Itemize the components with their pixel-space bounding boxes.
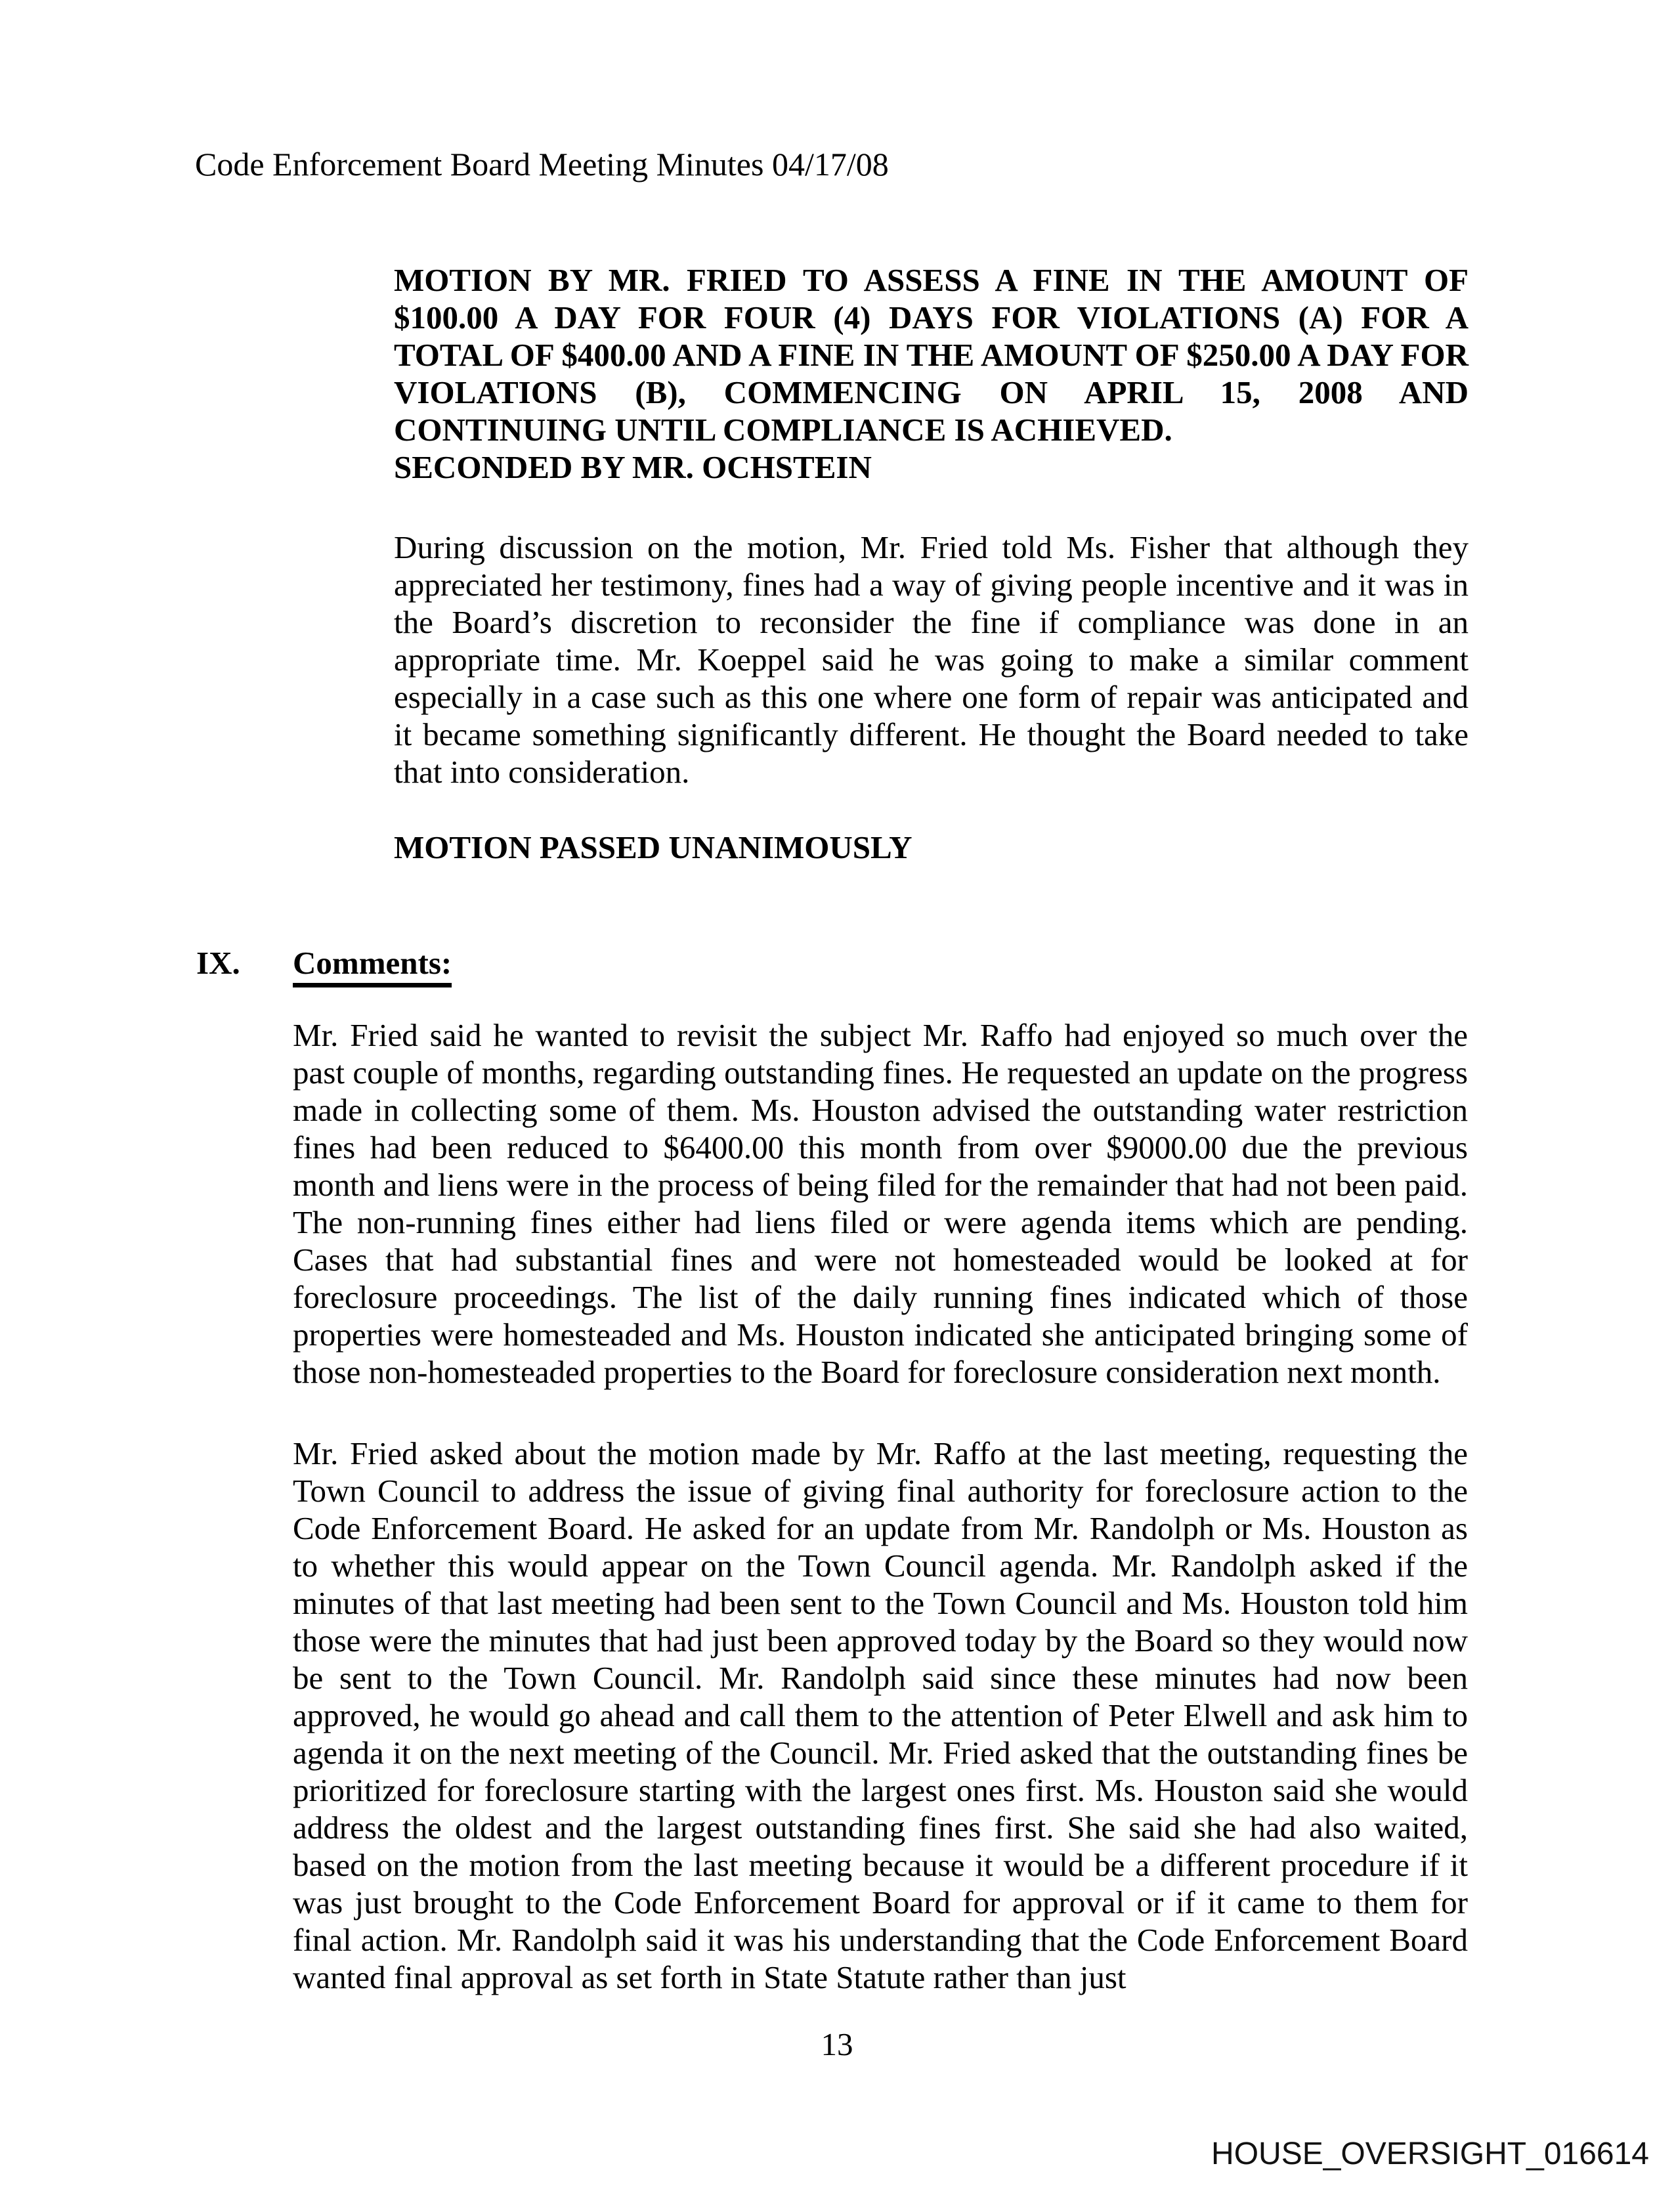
section-number: IX. — [196, 945, 240, 981]
motion-seconded: SECONDED BY MR. OCHSTEIN — [394, 449, 872, 485]
motion-result: MOTION PASSED UNANIMOUSLY — [394, 829, 912, 865]
motion-discussion-paragraph: During discussion on the motion, Mr. Fried told Ms. Fisher that although they appreciated her testimony, fines had a way of giving people incentive and it was in the Board’s discretion to reconsider the fine if compliance was done in an appropriate time. Mr. Koeppel said he was going to make a similar comment especially in a case such as this one where one form of repair was anticipated and it became something significantly different. He thought the Board needed to take that into consideration. — [394, 529, 1469, 790]
section-heading-comments — [293, 944, 452, 987]
page-number: 13 — [821, 2026, 853, 2062]
motion-text: MOTION BY MR. FRIED TO ASSESS A FINE IN THE AMOUNT OF $100.00 A DAY FOR FOUR (4) DAYS FOR VIOLATIONS (A) FOR A TOTAL OF $400.00 AND A FINE IN THE AMOUNT OF $250.00 A DAY FOR VIOLATIONS (B), COMMENCING ON APRIL 15, 2008 AND CONTINUING UNTIL COMPLIANCE IS ACHIEVED. — [394, 262, 1469, 448]
document-header: Code Enforcement Board Meeting Minutes 04/17/08 — [195, 146, 889, 183]
bates-stamp: HOUSE_OVERSIGHT_016614 — [1211, 2136, 1649, 2171]
comments-paragraph-2: Mr. Fried asked about the motion made by Mr. Raffo at the last meeting, requesting the Town Council to address the issue of giving final authority for foreclosure action to the Code Enforcement Board. He asked for an update from Mr. Randolph or Ms. Houston as to whether this would appear on the Town Council agenda. Mr. Randolph asked if the minutes of that last meeting had been sent to the Town Council and Ms. Houston told him those were the minutes that had just been approved today by the Board so they would now be sent to the Town Council. Mr. Randolph said since these minutes had now been approved, he would go ahead and call them to the attention of Peter Elwell and ask him to agenda it on the next meeting of the Council. Mr. Fried asked that the outstanding fines be prioritized for foreclosure starting with the largest ones first. Ms. Houston said she would address the oldest and the largest outstanding fines first. She said she had also waited, based on the motion from the last meeting because it would be a different procedure if it was just brought to the Code Enforcement Board for approval or if it came to them for final action. Mr. Randolph said it was his understanding that the Code Enforcement Board wanted final approval as set forth in State Statute rather than just — [293, 1435, 1468, 1995]
comments-paragraph-1: Mr. Fried said he wanted to revisit the subject Mr. Raffo had enjoyed so much over the past couple of months, regarding outstanding fines. He requested an update on the progress made in collecting some of them. Ms. Houston advised the outstanding water restriction fines had been reduced to $6400.00 this month from over $9000.00 due the previous month and liens were in the process of being filed for the remainder that had not been paid. The non-running fines either had liens filed or were agenda items which are pending. Cases that had substantial fines and were not homesteaded would be looked at for foreclosure proceedings. The list of the daily running fines indicated which of those properties were homesteaded and Ms. Houston indicated she anticipated bringing some of those non-homesteaded properties to the Board for foreclosure consideration next month. — [293, 1017, 1468, 1390]
section-heading-label: Comments: — [293, 944, 452, 987]
motion-block — [394, 261, 1469, 486]
